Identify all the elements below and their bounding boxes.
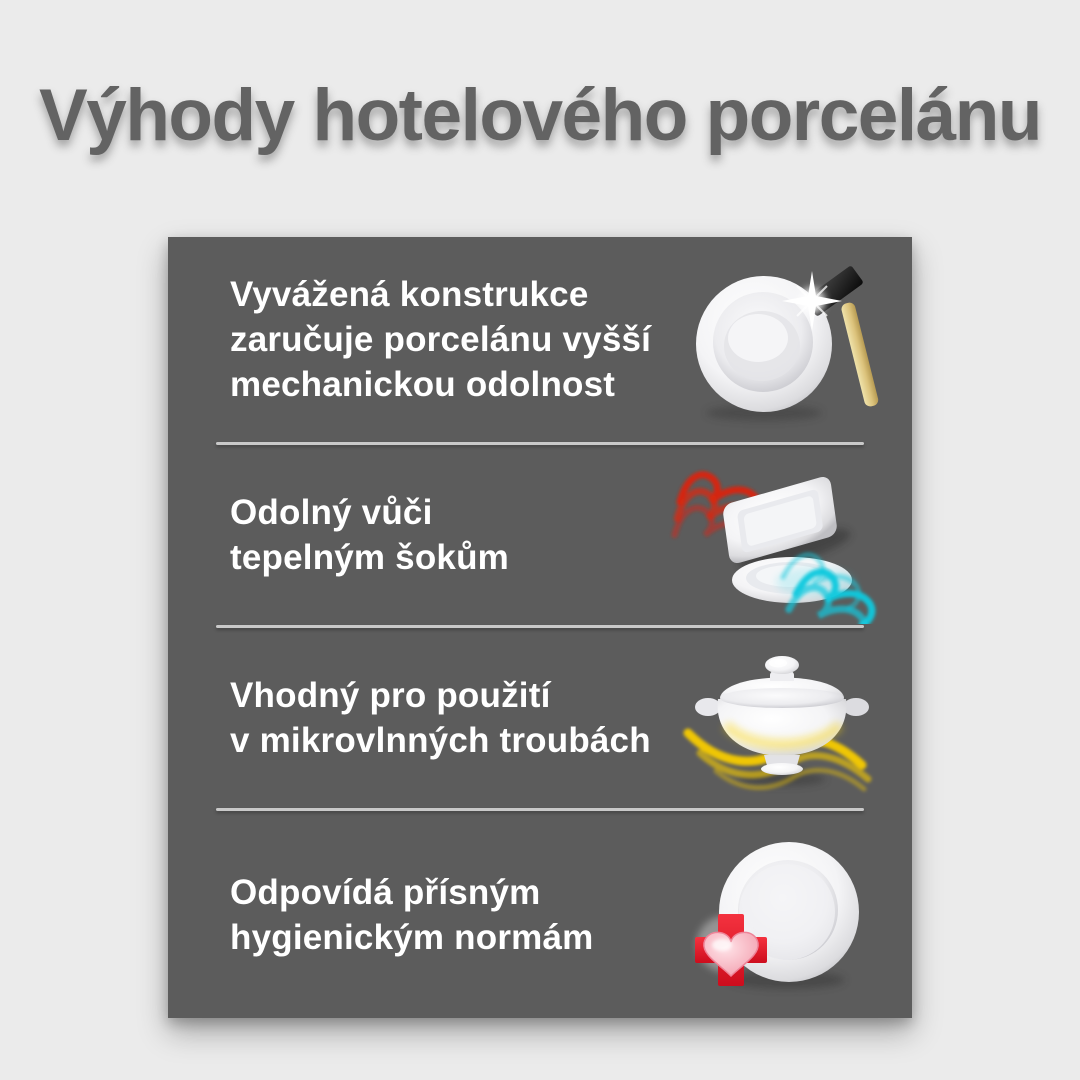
plate-hammer-icon	[658, 251, 910, 429]
benefit-text-thermal-shock	[230, 490, 509, 580]
benefit-line: Odolný vůči	[230, 493, 433, 532]
benefit-row-microwave	[168, 628, 912, 808]
benefit-line: zaručuje porcelánu vyšší	[230, 320, 652, 359]
benefit-line: Vyvážená konstrukce	[230, 275, 589, 314]
thermal-shock-dishes-icon	[658, 446, 910, 624]
benefit-row-durability	[168, 237, 912, 442]
hygiene-plate-icon	[658, 826, 910, 1004]
benefit-text-microwave	[230, 673, 651, 763]
thermal-shock-graphic	[664, 446, 904, 624]
benefit-text-durability	[230, 272, 651, 407]
benefit-row-hygiene	[168, 811, 912, 1018]
benefit-line: mechanickou odolnost	[230, 365, 616, 404]
benefits-card	[168, 237, 912, 1018]
benefit-row-thermal-shock	[168, 445, 912, 625]
benefit-line: tepelným šokům	[230, 538, 509, 577]
plate-hammer-graphic	[664, 251, 904, 429]
benefit-text-hygiene	[230, 870, 593, 960]
microwave-tureen-graphic	[664, 629, 904, 807]
benefit-line: v mikrovlnných troubách	[230, 721, 651, 760]
microwave-tureen-icon	[658, 629, 910, 807]
hygiene-plate-graphic	[669, 826, 899, 1004]
benefit-line: Odpovídá přísným	[230, 872, 541, 912]
benefit-line: Vhodný pro použití	[230, 676, 551, 715]
benefit-line: hygienickým normám	[230, 917, 594, 957]
page-title: Výhody hotelového porcelánu	[39, 75, 1041, 156]
